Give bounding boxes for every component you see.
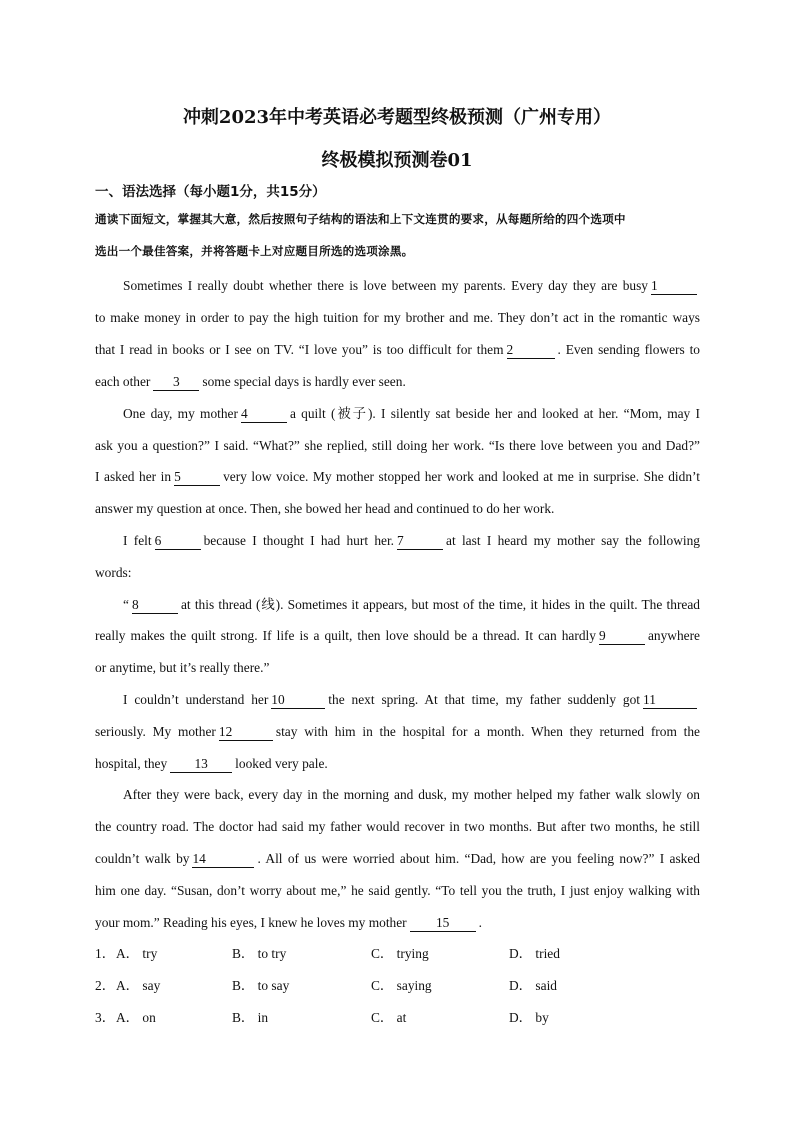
passage-line: each other 3 some special days is hardly ever seen. <box>95 374 406 389</box>
passage-line: answer my question at once. Then, she bowed her head and continued to do her work. <box>95 501 555 516</box>
blank-7: 7 <box>397 533 443 550</box>
option-a: A． say <box>116 978 161 993</box>
blank-9: 9 <box>599 628 645 645</box>
passage-line: the country road. The doctor had said my father would recover in two months. But after two months, he still <box>95 819 700 834</box>
passage-line: Sometimes I really doubt whether there is love between my parents. Every day they are busy 1 <box>123 276 700 296</box>
option-c: C． saying <box>371 978 432 993</box>
passage-line: really makes the quilt strong. If life is a quilt, then love should be a thread. It can hardly 9 anywhere <box>95 628 700 643</box>
question-number: 1． <box>95 946 116 961</box>
blank-15: 15 <box>410 915 476 932</box>
blank-5: 5 <box>174 469 220 486</box>
exam-title: 冲刺2023年中考英语必考题型终极预测（广州专用） <box>182 107 612 128</box>
passage-line: to make money in order to pay the high tuition for my brother and me. They don’t act in the romantic ways <box>95 310 700 325</box>
passage-line: After they were back, every day in the morning and dusk, my mother helped my father walk slowly on <box>123 787 700 802</box>
blank-12: 12 <box>219 724 273 741</box>
option-d: D． tried <box>509 946 560 961</box>
blank-14: 14 <box>192 851 254 868</box>
option-a: A． on <box>116 1010 156 1025</box>
passage-line: him one day. “Susan, don’t worry about me,” he said gently. “To tell you the truth, I just enjoy walking with <box>95 883 700 898</box>
passage-line: words: <box>95 565 132 580</box>
option-c: C． trying <box>371 946 429 961</box>
passage-line: or anytime, but it’s really there.” <box>95 660 270 675</box>
blank-6: 6 <box>155 533 201 550</box>
passage-line: I felt 6 because I thought I had hurt her. 7 at last I heard my mother say the following <box>123 533 700 548</box>
passage-line: that I read in books or I see on TV. “I love you” is too difficult for them 2 . Even sending flowers to <box>95 342 700 357</box>
option-d: D． said <box>509 978 557 993</box>
option-b: B． to say <box>232 978 290 993</box>
passage-line: ask you a question?” I said. “What?” she replied, still doing her work. “Is there love between you and Dad?” <box>95 438 700 453</box>
blank-8: 8 <box>132 597 178 614</box>
blank-1: 1 <box>651 278 697 295</box>
option-d: D． by <box>509 1010 549 1025</box>
exam-subtitle: 终极模拟预测卷01 <box>321 150 473 171</box>
question-number: 2． <box>95 978 116 993</box>
instructions-line-2: 选出一个最佳答案，并将答题卡上对应题目所选的选项涂黑。 <box>95 244 414 258</box>
instructions-line-1: 通读下面短文，掌握其大意，然后按照句子结构的语法和上下文连贯的要求，从每题所给的四个选项中 <box>95 212 626 226</box>
question-number: 3． <box>95 1010 116 1025</box>
option-b: B． in <box>232 1010 269 1025</box>
passage-line: One day, my mother 4 a quilt (被子). I silently sat beside her and looked at her. “Mom, may I <box>123 406 700 421</box>
passage-line: hospital, they 13 looked very pale. <box>95 756 328 771</box>
blank-13: 13 <box>170 756 232 773</box>
blank-10: 10 <box>271 692 325 709</box>
passage-line: your mom.” Reading his eyes, I knew he loves my mother 15 . <box>95 915 482 930</box>
option-b: B． to try <box>232 946 287 961</box>
blank-4: 4 <box>241 406 287 423</box>
passage-line: I asked her in 5 very low voice. My mother stopped her work and looked at me in surprise. She didn’t <box>95 469 700 484</box>
blank-11: 11 <box>643 692 697 709</box>
passage-line: seriously. My mother 12 stay with him in the hospital for a month. When they returned from the <box>95 724 700 739</box>
option-a: A． try <box>116 946 158 961</box>
passage-line: “ 8 at this thread (线). Sometimes it appears, but most of the time, it hides in the quilt. The thread <box>123 597 700 612</box>
passage-line: I couldn’t understand her 10 the next spring. At that time, my father suddenly got 11 <box>123 690 700 710</box>
option-c: C． at <box>371 1010 407 1025</box>
passage-line: couldn’t walk by 14 . All of us were worried about him. “Dad, how are you feeling now?” I asked <box>95 851 700 866</box>
blank-2: 2 <box>507 342 555 359</box>
blank-3: 3 <box>153 374 199 391</box>
section-heading: 一、语法选择（每小题1分，共15分） <box>95 184 326 200</box>
